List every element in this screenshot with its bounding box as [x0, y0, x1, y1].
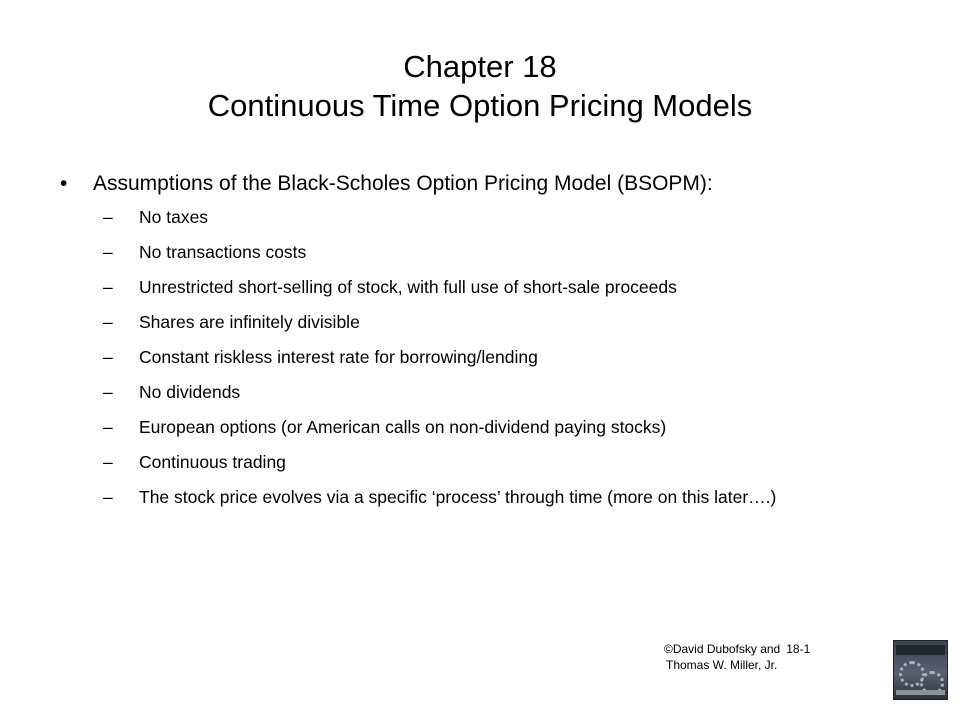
dash-marker: –: [103, 417, 113, 437]
sub-bullet-text: The stock price evolves via a specific ‘process’ through time (more on this later….): [139, 487, 777, 507]
sub-bullet-text: No dividends: [139, 382, 241, 402]
book-cover-icon: [893, 640, 948, 700]
dash-marker: –: [103, 242, 113, 262]
title-line-2: Continuous Time Option Pricing Models: [207, 88, 753, 123]
sub-bullet-text: European options (or American calls on non-dividend paying stocks): [139, 417, 667, 437]
copyright-line-2: Thomas W. Miller, Jr.: [666, 658, 778, 672]
sub-bullet-item: [103, 381, 883, 403]
sub-bullet-text: No taxes: [139, 207, 209, 227]
footer-copyright: [664, 641, 810, 673]
slide-number: 18-1: [786, 642, 811, 656]
sub-bullet-text: Shares are infinitely divisible: [139, 312, 360, 332]
sub-bullet-text: Continuous trading: [139, 452, 286, 472]
dash-marker: –: [103, 382, 113, 402]
dash-marker: –: [103, 207, 113, 227]
sub-bullet-item: [103, 346, 883, 368]
main-bullet-text: Assumptions of the Black-Scholes Option Pricing Model (BSOPM):: [93, 172, 713, 195]
cover-title-band: [896, 645, 945, 655]
sub-bullet-item: [103, 276, 883, 298]
sub-bullet-text: No transactions costs: [139, 242, 307, 262]
sub-bullet-item: [103, 416, 883, 438]
dash-marker: –: [103, 347, 113, 367]
dash-marker: –: [103, 312, 113, 332]
sub-bullet-item: [103, 451, 883, 473]
dash-marker: –: [103, 277, 113, 297]
sub-bullet-item: [103, 206, 883, 228]
sub-bullet-item: [103, 486, 883, 508]
dash-marker: –: [103, 487, 113, 507]
slide-title: [0, 47, 960, 125]
bullet-marker: •: [60, 172, 68, 195]
copyright-line-1: ©David Dubofsky and: [664, 642, 781, 656]
sub-bullet-text: Constant riskless interest rate for borrowing/lending: [139, 347, 538, 367]
cover-strip: [896, 690, 945, 695]
dash-marker: –: [103, 452, 113, 472]
sub-bullet-text: Unrestricted short-selling of stock, with full use of short-sale proceeds: [139, 277, 677, 297]
sub-bullet-item: [103, 311, 883, 333]
sub-bullet-list: [103, 206, 883, 521]
title-line-1: Chapter 18: [403, 49, 557, 84]
sub-bullet-item: [103, 241, 883, 263]
